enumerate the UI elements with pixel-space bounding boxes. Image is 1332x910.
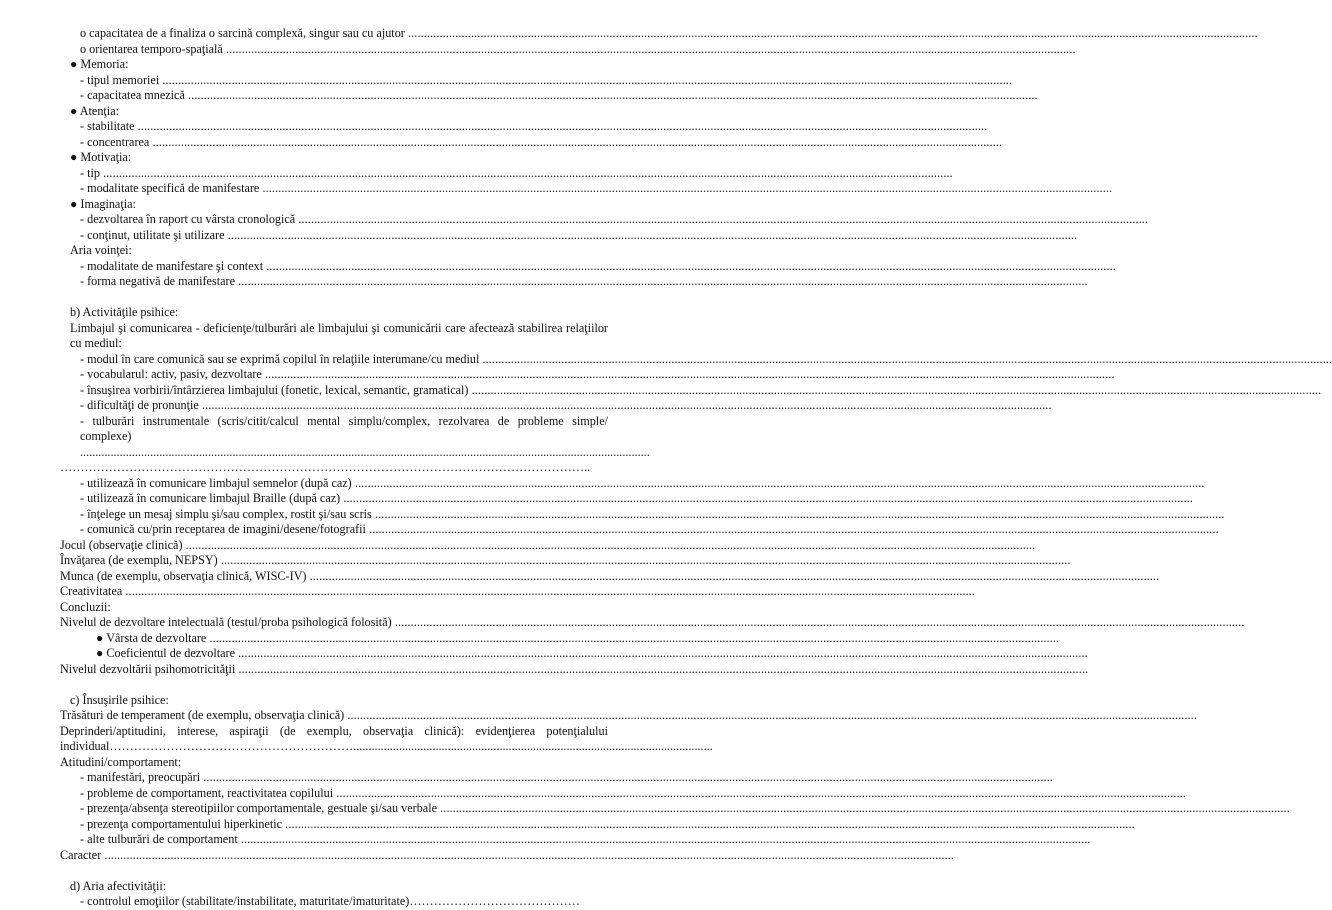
form-line: - tip .....: [60, 166, 608, 182]
form-line: ● Memoria:: [70, 57, 129, 71]
psychomotor-level-line: Nivelul dezvoltării psihomotricităţii .....: [60, 662, 608, 678]
character-line: Caracter .....: [60, 848, 608, 864]
temperament-line: Trăsături de temperament (de exemplu, observaţia clinică) .....: [60, 708, 608, 724]
communication-items: [60, 476, 608, 538]
skills-paragraph: Deprinderi/aptitudini, interese, aspiraţii (de exemplu, observaţia clinică): evidenţierea potenţialului individual……………………………………………………......................................................................................................................: [60, 723, 713, 753]
language-item: - însuşirea vorbirii/întârzierea limbajului (fonetic, lexical, semantic, gramatical) .....: [60, 383, 608, 399]
form-line: - dezvoltarea în raport cu vârsta cronologică .....: [60, 212, 608, 228]
section-b-heading: b) Activităţile psihice:: [70, 305, 179, 319]
form-line: ● Atenţia:: [70, 103, 119, 118]
activity-item: Creativitatea .....: [60, 584, 608, 600]
development-bullets: [60, 631, 608, 662]
document-page: [60, 26, 713, 910]
language-item: - vocabularul: activ, pasiv, dezvoltare .....: [60, 367, 608, 383]
development-bullet: ● Vârsta de dezvoltare .....: [60, 631, 608, 647]
activity-item: Jocul (observaţie clinică) .....: [60, 538, 608, 554]
section-a-continuation: [60, 26, 608, 290]
attitudes-label: Atitudini/comportament:: [60, 754, 182, 769]
form-line: o capacitatea de a finaliza o sarcină complexă, singur sau cu ajutor .....: [60, 26, 608, 42]
development-bullet: ● Coeficientul de dezvoltare .....: [60, 646, 608, 662]
form-line: - capacitatea mnezică .....: [60, 88, 608, 104]
communication-item: - înţelege un mesaj simplu şi/sau complex, rostit şi/sau scris .....: [60, 507, 608, 523]
form-line: - modalitate de manifestare şi context .....: [60, 259, 608, 275]
behavior-item: - probleme de comportament, reactivitatea copilului .....: [60, 786, 608, 802]
form-line: - tipul memoriei .....: [60, 73, 608, 89]
activity-items: [60, 538, 608, 600]
communication-item: - comunică cu/prin receptarea de imagini/desene/fotografii .....: [60, 522, 608, 538]
form-line: ● Imaginaţia:: [70, 196, 136, 211]
section-c-heading: c) Însuşirile psihice:: [70, 692, 169, 707]
section-d-heading: d) Aria afectivităţii:: [70, 878, 167, 893]
instrumental-disorders-item: - tulburări instrumentale (scris/citit/calcul mental simplu/complex, rezolvarea de probleme simple/ complexe) ...........................................................................................................................................................................................: [80, 413, 650, 459]
form-line: - modalitate specifică de manifestare .....: [60, 181, 608, 197]
form-line: Aria voinţei:: [70, 243, 132, 257]
language-items: [60, 352, 608, 414]
form-line: o orientarea temporo-spaţială .....: [60, 42, 608, 58]
form-line: - stabilitate .....: [60, 119, 608, 135]
activity-item: Munca (de exemplu, observaţia clinică, WISC-IV) .....: [60, 569, 608, 585]
conclusions-label: Concluzii:: [60, 599, 111, 614]
behavior-items: [60, 770, 608, 848]
form-line: ● Motivaţia:: [70, 150, 132, 164]
communication-item: - utilizează în comunicare limbajul semnelor (după caz) .....: [60, 476, 608, 492]
language-item: - modul în care comunică sau se exprimă copilul în relaţiile interumane/cu mediul .....: [60, 352, 608, 368]
dotted-answer-line: …………………………………………………………………………………………………………………..: [60, 460, 591, 474]
form-line: - concentrarea .....: [60, 135, 608, 151]
communication-item: - utilizează în comunicare limbajul Braille (după caz) .....: [60, 491, 608, 507]
activity-item: Învăţarea (de exemplu, NEPSY) .....: [60, 553, 608, 569]
language-intro-paragraph: Limbajul şi comunicarea - deficienţe/tulburări ale limbajului şi comunicării care afectează stabilirea relaţiilor cu mediul:: [70, 320, 608, 350]
behavior-item: - manifestări, preocupări .....: [60, 770, 608, 786]
spacer: [60, 863, 608, 879]
form-line: - conţinut, utilitate şi utilizare .....: [60, 228, 608, 244]
spacer: [60, 677, 608, 693]
emotion-control-line: - controlul emoţiilor (stabilitate/instabilitate, maturitate/imaturitate)……………………………………: [80, 894, 580, 908]
behavior-item: - alte tulburări de comportament .....: [60, 832, 608, 848]
behavior-item: - prezenţa/absenţa stereotipiilor comportamentale, gestuale şi/sau verbale .....: [60, 801, 608, 817]
spacer: [60, 290, 608, 306]
behavior-item: - prezenţa comportamentului hiperkinetic .....: [60, 817, 608, 833]
language-item: - dificultăţi de pronunţie .....: [60, 398, 608, 414]
form-line: - forma negativă de manifestare .....: [60, 274, 608, 290]
intellectual-level-line: Nivelul de dezvoltare intelectuală (testul/proba psihologică folosită) .....: [60, 615, 608, 631]
